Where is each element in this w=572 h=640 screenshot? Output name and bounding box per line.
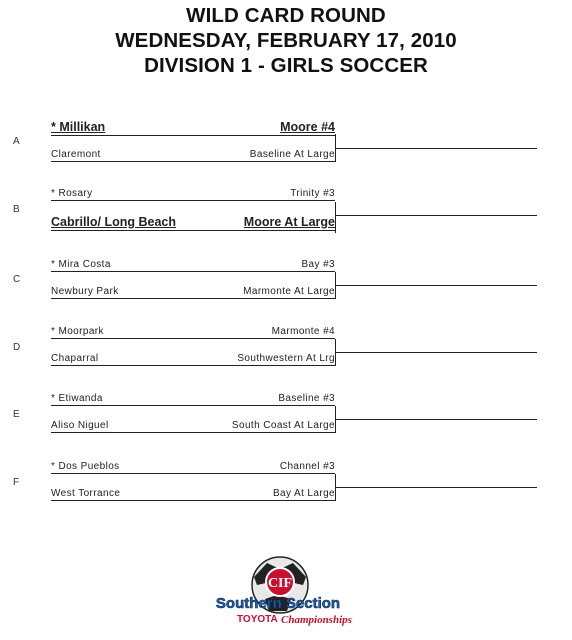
date-title: WEDNESDAY, FEBRUARY 17, 2010 <box>115 29 457 52</box>
top-team-seed: Baseline #3 <box>278 393 335 404</box>
bottom-team-name: Newbury Park <box>51 286 119 297</box>
round-title: WILD CARD ROUND <box>186 4 386 27</box>
bottom-team-row <box>51 149 335 162</box>
bracket-advance-line <box>335 487 537 488</box>
top-team-row <box>51 259 335 272</box>
title-block <box>0 3 572 78</box>
top-team-row <box>51 188 335 201</box>
bottom-team-name: West Torrance <box>51 488 121 499</box>
cif-logo <box>205 555 355 633</box>
bottom-team-seed: South Coast At Large <box>231 420 335 431</box>
bottom-team-seed: Baseline At Large <box>249 149 335 160</box>
division-title: DIVISION 1 - GIRLS SOCCER <box>144 54 428 77</box>
bottom-team-name: Claremont <box>51 149 101 160</box>
top-team-name: * Dos Pueblos <box>51 461 120 472</box>
bottom-team-seed: Moore At Large <box>243 215 335 229</box>
bottom-team-seed: Marmonte At Large <box>243 286 335 297</box>
top-team-row <box>51 393 335 406</box>
top-team-name: * Millikan <box>51 120 106 134</box>
top-team-name: * Moorpark <box>51 326 104 337</box>
match-d <box>0 324 572 374</box>
bracket-advance-line <box>335 419 537 420</box>
toyota-text: TOYOTA <box>237 614 278 625</box>
match-letter: B <box>13 204 20 215</box>
bottom-team-row <box>51 353 335 366</box>
top-team-row <box>51 326 335 339</box>
bracket-connector <box>335 202 336 233</box>
bottom-team-row <box>51 488 335 501</box>
championships-text: Championships <box>281 614 352 626</box>
bracket-advance-line <box>335 285 537 286</box>
top-team-seed: Bay #3 <box>301 259 335 270</box>
top-team-name: * Etiwanda <box>51 393 103 404</box>
top-team-seed: Moore #4 <box>280 120 335 134</box>
bracket-advance-line <box>335 148 537 149</box>
top-team-row <box>51 461 335 474</box>
top-team-seed: Trinity #3 <box>290 188 335 199</box>
top-team-seed: Channel #3 <box>279 461 335 472</box>
top-team-row <box>51 120 335 136</box>
match-a <box>0 117 572 167</box>
cif-logo-graphic <box>205 555 355 633</box>
bottom-team-seed: Southwestern At Lrg <box>237 353 335 364</box>
match-letter: A <box>13 136 20 147</box>
cif-text: CIF <box>267 576 293 591</box>
bottom-team-row <box>51 286 335 299</box>
bottom-team-row <box>51 420 335 433</box>
bottom-team-name: Cabrillo/ Long Beach <box>51 215 177 229</box>
match-f <box>0 459 572 509</box>
match-letter: D <box>13 342 21 353</box>
bottom-team-row <box>51 215 335 231</box>
match-letter: E <box>13 409 20 420</box>
top-team-seed: Marmonte #4 <box>271 326 335 337</box>
match-c <box>0 257 572 307</box>
bottom-team-name: Chaparral <box>51 353 99 364</box>
match-letter: F <box>13 477 20 488</box>
bracket-advance-line <box>335 352 537 353</box>
match-b <box>0 185 572 235</box>
bottom-team-seed: Bay At Large <box>272 488 335 499</box>
top-team-name: * Rosary <box>51 188 93 199</box>
southern-section-text: Southern Section <box>215 595 341 612</box>
bracket-advance-line <box>335 215 537 216</box>
match-e <box>0 391 572 441</box>
bottom-team-name: Aliso Niguel <box>51 420 109 431</box>
top-team-name: * Mira Costa <box>51 259 111 270</box>
match-letter: C <box>13 274 21 285</box>
